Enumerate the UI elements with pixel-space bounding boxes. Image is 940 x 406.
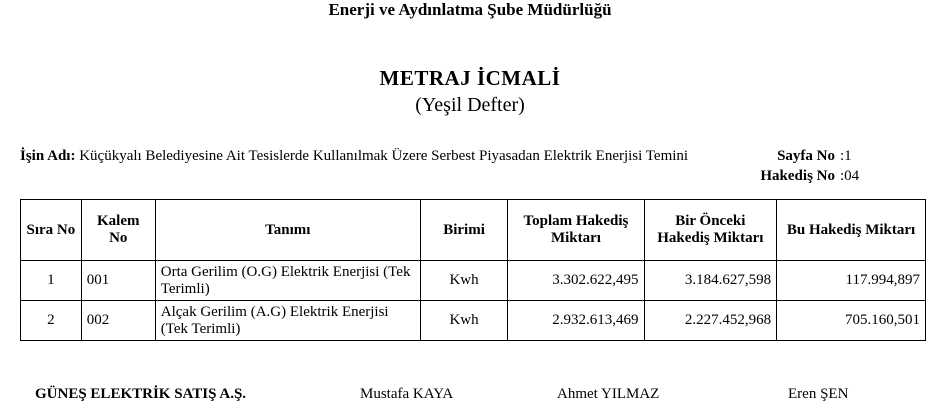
column-header-toplam: Toplam Hakediş Miktarı (508, 200, 644, 261)
hakedis-number-label: Hakediş No (760, 168, 835, 184)
department-heading: Enerji ve Aydınlatma Şube Müdürlüğü (328, 0, 612, 19)
cell-birim: Kwh (420, 301, 508, 341)
cell-onceki: 2.227.452,968 (644, 301, 777, 341)
work-name-label: İşin Adı: (20, 148, 76, 164)
page-number-row (745, 146, 859, 166)
document-meta (745, 146, 859, 186)
document-subtitle: (Yeşil Defter) (415, 94, 525, 116)
signature-company: GÜNEŞ ELEKTRİK SATIŞ A.Ş. (35, 386, 247, 402)
cell-onceki: 3.184.627,598 (644, 261, 777, 301)
signature-person-1: Mustafa KAYA (360, 386, 454, 402)
column-header-sira: Sıra No (21, 200, 82, 261)
cell-bu: 705.160,501 (777, 301, 926, 341)
page-number-value: :1 (840, 148, 852, 164)
column-header-tanim: Tanımı (155, 200, 420, 261)
cell-birim: Kwh (420, 261, 508, 301)
cell-toplam: 3.302.622,495 (508, 261, 644, 301)
cell-tanim: Orta Gerilim (O.G) Elektrik Enerjisi (Tek Terimli) (155, 261, 420, 301)
table-row (21, 301, 926, 341)
document-title: METRAJ İCMALİ (379, 66, 561, 90)
table-header-row (21, 200, 926, 261)
column-header-bu: Bu Hakediş Miktarı (777, 200, 926, 261)
signature-row (0, 386, 940, 406)
hakedis-number-row (745, 166, 859, 186)
work-name-value: Küçükyalı Belediyesine Ait Tesislerde Kullanılmak Üzere Serbest Piyasadan Elektrik Enerjisi Temini (79, 148, 689, 164)
cell-sira: 2 (21, 301, 82, 341)
metraj-table (20, 199, 926, 341)
column-header-birim: Birimi (420, 200, 508, 261)
cell-kalem: 001 (81, 261, 155, 301)
signature-person-2: Ahmet YILMAZ (557, 386, 660, 402)
cell-kalem: 002 (81, 301, 155, 341)
column-header-onceki: Bir Önceki Hakediş Miktarı (644, 200, 777, 261)
hakedis-number-value: :04 (840, 168, 860, 184)
cell-bu: 117.994,897 (777, 261, 926, 301)
cell-tanim: Alçak Gerilim (A.G) Elektrik Enerjisi (Tek Terimli) (155, 301, 420, 341)
page-number-label: Sayfa No (777, 148, 835, 164)
column-header-kalem: Kalem No (81, 200, 155, 261)
signature-person-3: Eren ŞEN (788, 386, 849, 402)
table-row (21, 261, 926, 301)
cell-toplam: 2.932.613,469 (508, 301, 644, 341)
cell-sira: 1 (21, 261, 82, 301)
work-name-block (20, 146, 720, 166)
